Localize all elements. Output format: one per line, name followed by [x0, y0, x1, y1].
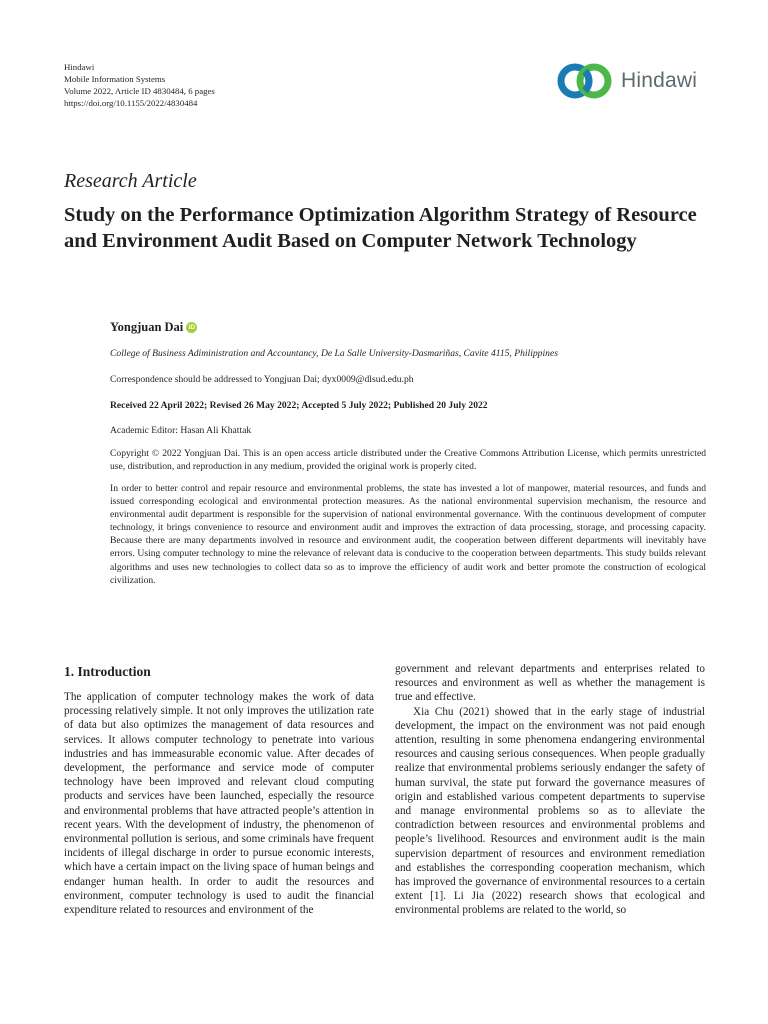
hindawi-logo[interactable] — [556, 62, 697, 100]
volume-line: Volume 2022, Article ID 4830484, 6 pages — [64, 86, 215, 96]
article-title: Study on the Performance Optimization Algorithm Strategy of Resource and Environment Audit Based on Computer Network Technology — [64, 204, 697, 252]
doi-link[interactable]: https://doi.org/10.1155/2022/4830484 — [64, 98, 198, 108]
journal-name: Mobile Information Systems — [64, 74, 166, 84]
author-line — [110, 320, 197, 335]
academic-editor: Academic Editor: Hasan Ali Khattak — [110, 425, 252, 436]
copyright-notice: Copyright © 2022 Yongjuan Dai. This is an open access article distributed under the Creative Commons Attribution License, which permits unrestricted use, distribution, and reproduction in any medium, provided the original work is properly cited. — [110, 448, 706, 472]
left-column — [64, 690, 374, 917]
journal-meta — [64, 61, 215, 109]
author-name[interactable]: Yongjuan Dai — [110, 320, 184, 334]
body-paragraph: Xia Chu (2021) showed that in the early stage of industrial development, the impact on the environment was not paid enough attention, resulting in some phenomena endangering environmental resources and causing serious consequences. When people gradually realize that environmental problems seriously endanger the safety of human survival, the state put forward the governance measures of origin and established various competent departments to supervise and manage environmental problems so as to alleviate the contradiction between resources and environmental problems and people’s livelihood. Resources and environment audit is the main supervision department of resources and environment remediation and establishes the corresponding cooperation mechanism, which has improved the governance of environmental resources to a certain extent [1]. Li Jia (2022) research shows that ecological and environmental problems are related to the world, so — [395, 705, 705, 917]
hindawi-logo-icon — [556, 62, 616, 100]
publication-dates: Received 22 April 2022; Revised 26 May 2022; Accepted 5 July 2022; Published 20 July 2022 — [110, 400, 488, 411]
correspondence: Correspondence should be addressed to Yongjuan Dai; dyx0009@dlsud.edu.ph — [110, 374, 414, 385]
publisher-name: Hindawi — [64, 62, 95, 72]
article-type: Research Article — [64, 170, 197, 192]
orcid-icon[interactable]: iD — [186, 322, 197, 333]
logo-text: Hindawi — [621, 69, 698, 92]
affiliation: College of Business Adiministration and Accountancy, De La Salle University-Dasmariñas, Cavite 4115, Philippines — [110, 348, 558, 359]
body-paragraph: The application of computer technology makes the work of data processing relatively simple. It not only improves the utilization rate of data but also optimizes the management of data resources and services. It allows computer technology to penetrate into various industries and has immeasurable economic value. After decades of development, the performance and service mode of computer technology have been improved and relevant cloud computing products and services have been launched, especially the resource and environmental problems that have attracted people’s attention in recent years. With the development of industry, the phenomenon of environmental pollution is serious, and some criminals have frequent incidents of illegal discharge in order to pursue economic interests, which have a certain impact on the living space of human beings and endanger human health. In order to audit the resources and environment, computer technology is used to audit the financial expenditure related to resources and environment of the — [64, 691, 374, 917]
body-paragraph: government and relevant departments and enterprises related to resources and environment as well as whether the management is true and effective. — [395, 663, 705, 704]
abstract: In order to better control and repair resource and environmental problems, the state has invested a lot of manpower, material resources, and funds and issued corresponding ecological and environmental protection measures. As the national environmental supervision mechanism, the resource and environmental audit department is responsible for the supervision of national environmental governance. With the continuous development of computer technology, it brings convenience to resource and environment audit and improves the extraction of data processing, storage, and processing capacity. Because there are many departments involved in resource and environment audit, the cooperation between different departments will inevitably have errors. Using computer technology to mine the relevance of relevant data is conducive to the cooperation between departments. This study builds relevant algorithms and uses new technologies to collect data so as to improve the efficiency of audit work and better promote the construction of ecological civilization. — [110, 483, 706, 586]
right-column — [395, 662, 705, 918]
section-heading: 1. Introduction — [64, 664, 151, 679]
